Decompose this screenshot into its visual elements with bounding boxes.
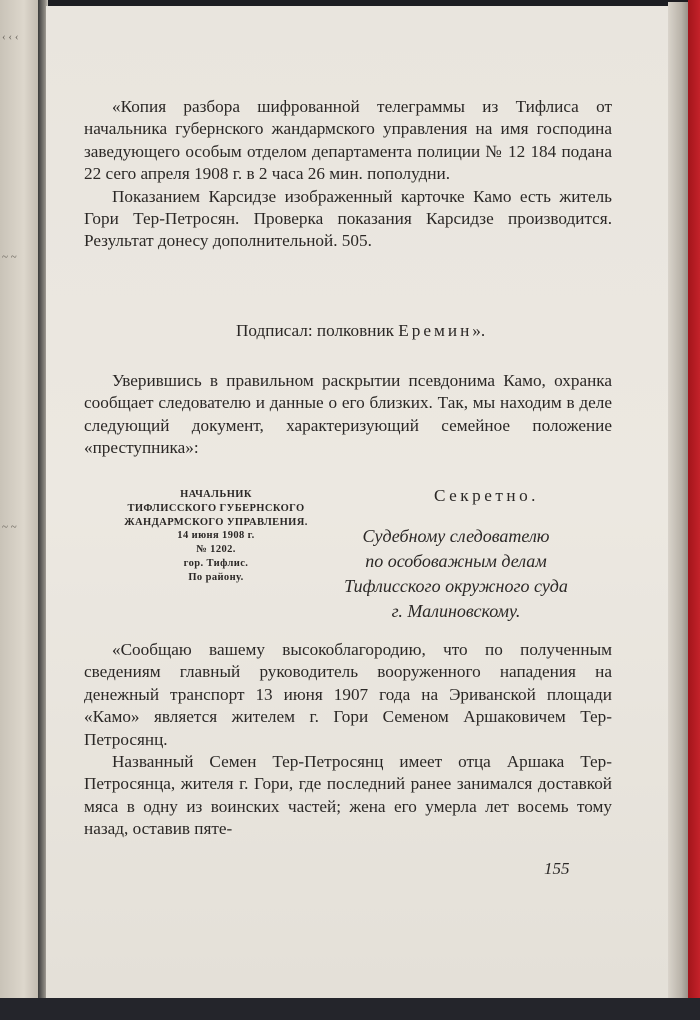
book-page [46, 6, 672, 1001]
document-body [84, 639, 612, 841]
narrative-paragraph: Уверившись в правильном раскрытии псевдонима Камо, охранка сообщает следователю и данные о его близких. Так, мы находим в деле следующий документ, характеризующий семейное положение «преступника»: [84, 371, 612, 458]
addressee-line: г. Малиновскому. [391, 601, 521, 621]
telegram-signature [236, 320, 485, 342]
letterhead-line: ЖАНДАРМСКОГО УПРАВЛЕНИЯ. [124, 516, 308, 528]
telegram-quote [84, 96, 612, 253]
addressee-line: Тифлисского окружного суда [344, 576, 568, 596]
signature-name: Еремин [398, 321, 473, 340]
letterhead-line: гор. Тифлис. [183, 557, 249, 569]
letterhead-line: НАЧАЛЬНИК [180, 489, 252, 500]
letterhead-line: 14 июня 1908 г. [177, 530, 255, 542]
document-paragraph-1: «Сообщаю вашему высокоблагородию, что по полученным сведениям главный руководитель вооруженного нападения на денежный транспорт 13 июня 1907 года на Эриванской площади «Камо» является жителем г. Гори Семеном Аршаковичем Тер-Петросянц. [84, 640, 612, 749]
narrative-block [84, 370, 612, 460]
book-cover-edge [688, 0, 700, 1000]
classification-mark: Секретно. [434, 486, 539, 505]
background-surface [0, 998, 700, 1020]
page-number: 155 [544, 859, 570, 878]
letterhead-line: ТИФЛИССКОГО ГУБЕРНСКОГО [127, 502, 305, 514]
signature-prefix: Подписал: полковник [236, 321, 399, 340]
letterhead-line: По району. [188, 571, 244, 583]
letterhead-line: № 1202. [196, 544, 236, 556]
signature-suffix: ». [472, 321, 486, 340]
adjacent-page-edge: ‹ ‹ ‹ ~ ~ ~ ~ [0, 0, 40, 1000]
page-stack-edge [668, 2, 690, 998]
addressee-line: Судебному следователю [362, 526, 550, 546]
telegram-paragraph-2: Показанием Карсидзе изображенный карточке Камо есть житель Гори Тер-Петросян. Проверка показания Карсидзе производится. Результат донесу дополнительной. 505. [84, 186, 612, 251]
document-addressee [316, 524, 596, 624]
telegram-paragraph-1: «Копия разбора шифрованной телеграммы из Тифлиса от начальника губернского жандармского управления на имя господина заведующего особым отделом департамента полиции № 12 184 подана 22 сего апреля 1908 г. в 2 часа 26 мин. пополудни. [84, 97, 612, 184]
addressee-line: по особоважным делам [365, 551, 547, 571]
document-paragraph-2: Названный Семен Тер-Петросянц имеет отца Аршака Тер-Петросянца, жителя г. Гори, где последний ранее занимался доставкой мяса в одну из воинских частей; жена его умерла лет восемь тому назад, оставив пяте- [84, 752, 612, 839]
document-letterhead [116, 488, 316, 585]
